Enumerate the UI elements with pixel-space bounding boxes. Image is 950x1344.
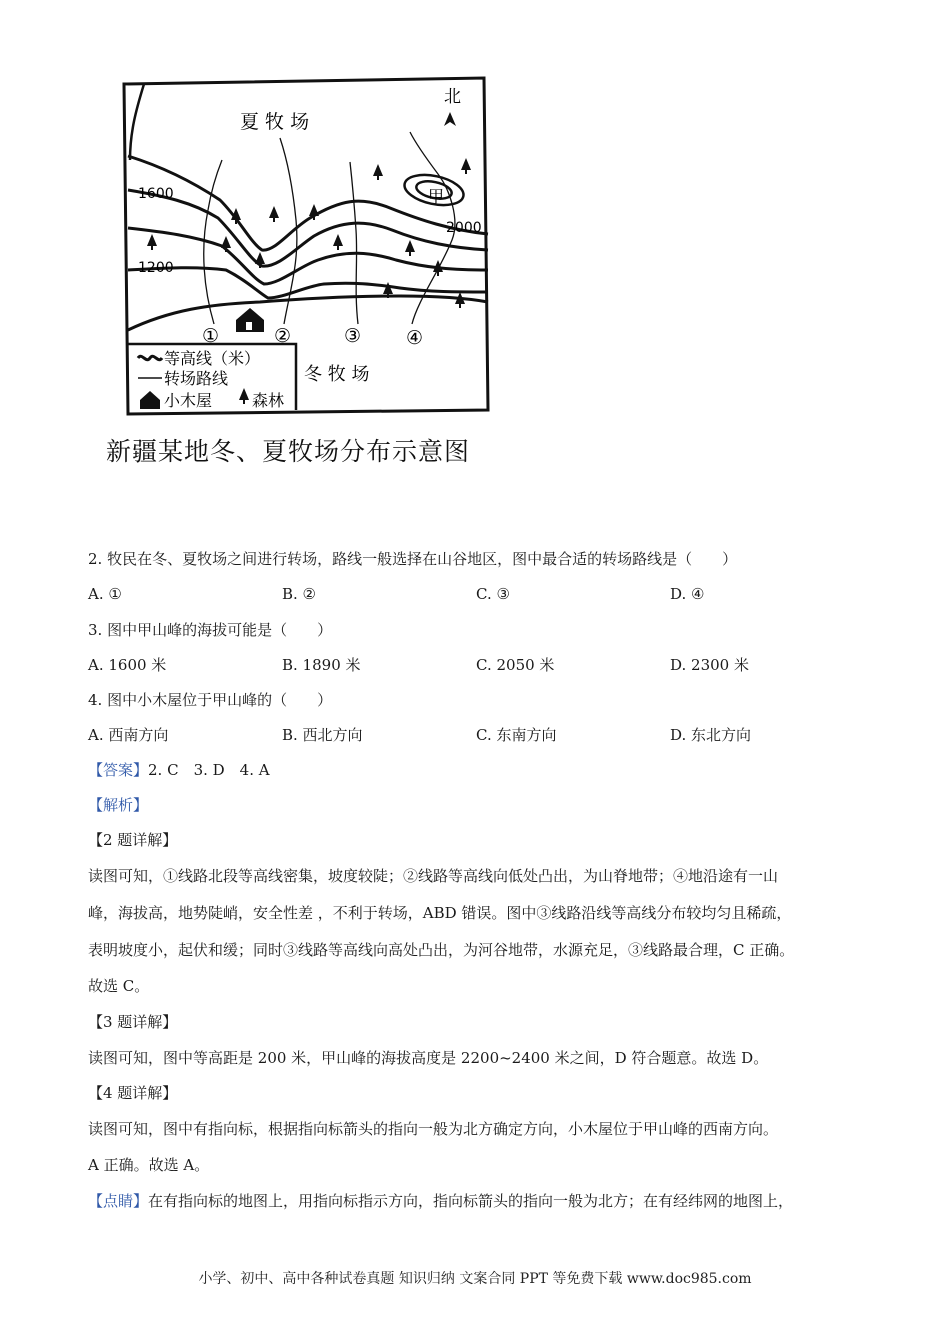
cabin-legend-icon — [140, 391, 160, 409]
contour-map-figure — [100, 70, 530, 490]
q3-option-b: B. 1890 米 — [282, 656, 361, 674]
legend-forest: 森林 — [252, 391, 285, 410]
q4-option-c: C. 东南方向 — [476, 726, 557, 744]
q4-option-d: D. 东北方向 — [670, 726, 752, 744]
legend-contour: 等高线（米） — [164, 349, 261, 368]
tip-line — [88, 1191, 793, 1211]
page-footer: 小学、初中、高中各种试卷真题 知识归纳 文案合同 PPT 等免费下载 www.doc985.com — [198, 1271, 752, 1287]
cabin-icon — [236, 308, 264, 332]
q2-option-b: B. ② — [282, 585, 317, 603]
contour-line — [128, 296, 488, 330]
map-boundary-curve — [130, 84, 144, 160]
figure-caption: 新疆某地冬、夏牧场分布示意图 — [106, 437, 471, 466]
detail-3-line: 读图可知，图中等高距是 200 米，甲山峰的海拔高度是 2200~2400 米之间，D 符合题意。故选 D。 — [88, 1049, 769, 1067]
detail-2-line: 峰，海拔高，地势陡峭，安全性差 ，不利于转场，ABD 错误。图中③线路沿线等高线分布较均匀且稀疏， — [88, 904, 792, 922]
contour-1600-label: 1600 — [138, 186, 174, 202]
tip-label: 【点睛】 — [88, 1192, 149, 1210]
north-label: 北 — [444, 87, 461, 107]
detail-2-line: 表明坡度小，起伏和缓；同时③线路等高线向高处凸出，为河谷地带，水源充足，③线路最合理，C 正确。 — [88, 941, 795, 959]
contour-legend-icon — [138, 356, 162, 359]
answer-label: 【答案】 — [88, 761, 149, 779]
detail-2-line: 故选 C。 — [88, 977, 150, 995]
answer-line — [88, 760, 270, 780]
question-3-stem: 3. 图中甲山峰的海拔可能是（ ） — [88, 621, 333, 639]
detail-4-line: 读图可知，图中有指向标，根据指向标箭头的指向一般为北方确定方向，小木屋位于甲山峰的西南方向。 — [88, 1120, 779, 1138]
q3-option-a: A. 1600 米 — [88, 656, 167, 674]
detail-2-title: 【2 题详解】 — [88, 831, 178, 849]
q4-option-b: B. 西北方向 — [282, 726, 363, 744]
question-4-stem: 4. 图中小木屋位于甲山峰的（ ） — [88, 691, 333, 709]
q3-option-d: D. 2300 米 — [670, 656, 749, 674]
forest-icon — [147, 158, 471, 308]
detail-4-line: A 正确。故选 A。 — [88, 1156, 210, 1174]
peak-label: 甲 — [428, 187, 445, 206]
route-3-label: ③ — [344, 325, 362, 347]
tip-text: 在有指向标的地图上，用指向标指示方向，指向标箭头的指向一般为北方；在有经纬网的地图上， — [148, 1192, 794, 1210]
q2-option-c: C. ③ — [476, 585, 510, 603]
detail-2-line: 读图可知，①线路北段等高线密集，坡度较陡；②线路等高线向低处凸出，为山脊地带；④地沿途有一山 — [88, 867, 779, 885]
route-2-label: ② — [274, 325, 292, 347]
north-arrow-icon — [444, 112, 456, 126]
analysis-label: 【解析】 — [88, 796, 149, 814]
contour-line — [128, 268, 488, 298]
detail-3-title: 【3 题详解】 — [88, 1013, 178, 1031]
winter-pasture-label: 冬 牧 场 — [304, 364, 370, 385]
q3-option-c: C. 2050 米 — [476, 656, 555, 674]
question-2-stem: 2. 牧民在冬、夏牧场之间进行转场，路线一般选择在山谷地区，图中最合适的转场路线是（ ） — [88, 550, 738, 568]
legend-route: 转场路线 — [164, 369, 229, 388]
contour-2000-label: 2000 — [446, 220, 482, 236]
route-1-label: ① — [202, 325, 220, 347]
forest-legend-icon — [239, 388, 249, 404]
q4-option-a: A. 西南方向 — [88, 726, 169, 744]
q2-option-d: D. ④ — [670, 585, 705, 603]
contour-map — [100, 70, 530, 430]
detail-4-title: 【4 题详解】 — [88, 1084, 178, 1102]
summer-pasture-label: 夏 牧 场 — [240, 111, 310, 133]
legend-cabin: 小木屋 — [164, 391, 213, 410]
q2-option-a: A. ① — [88, 585, 122, 603]
route-line-3 — [350, 162, 358, 324]
route-4-label: ④ — [406, 327, 424, 349]
answer-text: 2. C 3. D 4. A — [148, 761, 270, 779]
contour-1200-label: 1200 — [138, 260, 174, 276]
